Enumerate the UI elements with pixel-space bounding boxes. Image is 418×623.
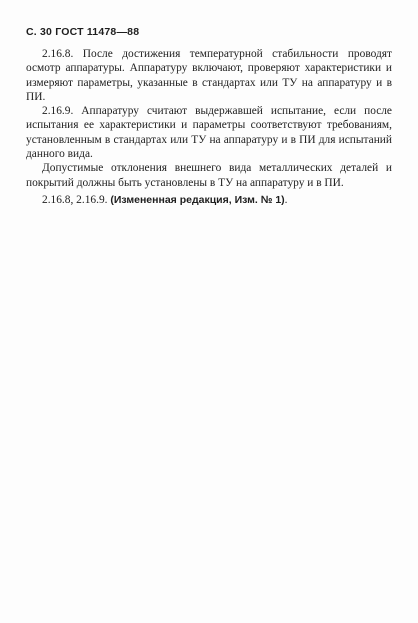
amendment-clause-numbers: 2.16.8, 2.16.9. bbox=[42, 193, 108, 206]
amendment-label: (Измененная редакция, Изм. № 1) bbox=[110, 193, 285, 206]
page-header: С. 30 ГОСТ 11478—88 bbox=[26, 26, 140, 38]
paragraph-2-16-8: 2.16.8. После достижения температурной стабильности проводят осмотр аппаратуры. Аппаратуру включают, проверяют характеристики и измеряют параметры, указанные в стандартах или ТУ на аппаратуру и в ПИ. bbox=[26, 48, 392, 103]
paragraph-allowed-deviations: Допустимые отклонения внешнего вида металлических деталей и покрытий должны быть установлены в ТУ на аппаратуру и в ПИ. bbox=[26, 162, 392, 189]
document-body bbox=[26, 47, 392, 207]
amendment-note bbox=[26, 193, 392, 207]
paragraph-2-16-9: 2.16.9. Аппаратуру считают выдержавшей испытание, если после испытания ее характеристики и параметры соответствуют требованиям, установленным в стандартах или ТУ на аппаратуру и в ПИ для испытаний данного вида. bbox=[26, 105, 392, 161]
amendment-period: . bbox=[284, 193, 288, 206]
